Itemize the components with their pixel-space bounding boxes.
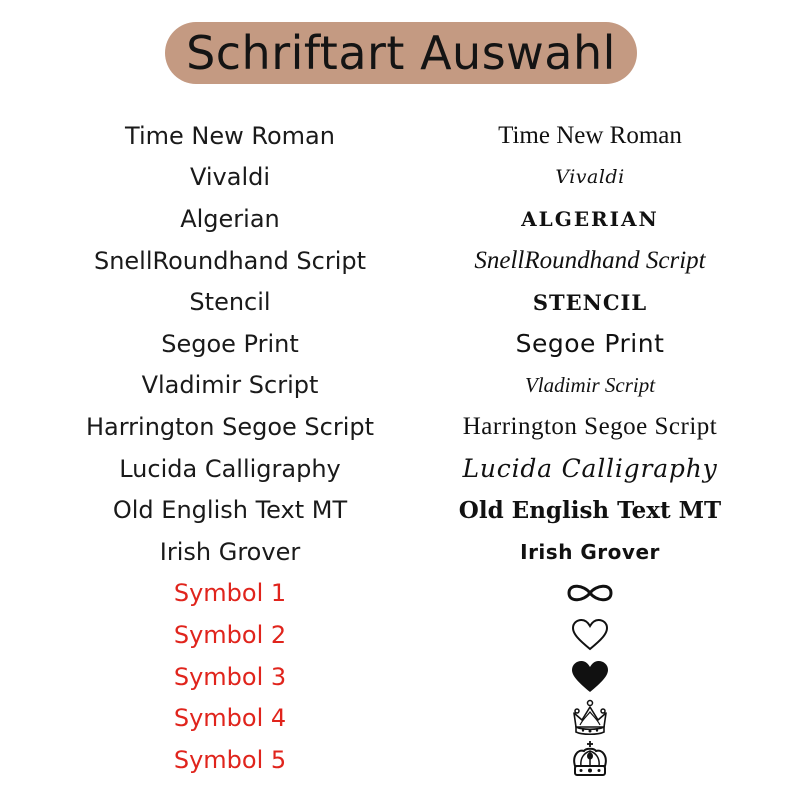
- font-sample-algerian: ALGERIAN: [521, 206, 659, 231]
- tiara-icon: [390, 697, 790, 739]
- symbol-row-1: [0, 573, 800, 615]
- font-sample-irish-grover: Irish Grover: [520, 539, 660, 564]
- symbol-label: Symbol 1: [173, 579, 287, 608]
- title-banner: [165, 22, 637, 84]
- font-row-old-english: [0, 489, 800, 531]
- font-row-stencil: [0, 281, 800, 323]
- font-name-label: Time New Roman: [125, 121, 335, 150]
- font-name-label: SnellRoundhand Script: [93, 246, 367, 275]
- symbol-row-2: [0, 614, 800, 656]
- font-name-label: Vivaldi: [189, 163, 271, 192]
- font-sample-snell: SnellRoundhand Script: [474, 246, 706, 274]
- font-name-label: Lucida Calligraphy: [119, 454, 341, 483]
- font-row-irish-grover: [0, 531, 800, 573]
- font-sample-vivaldi: Vivaldi: [555, 166, 625, 189]
- font-name-label: Irish Grover: [159, 537, 301, 566]
- infinity-icon: [390, 573, 790, 615]
- heart-filled-icon: [390, 656, 790, 698]
- symbol-label: Symbol 4: [173, 704, 287, 733]
- font-row-vivaldi: [0, 157, 800, 199]
- font-row-algerian: [0, 198, 800, 240]
- font-sample-vladimir: Vladimir Script: [524, 372, 656, 397]
- font-sample-stencil: STENCIL: [532, 289, 648, 315]
- font-row-harrington: [0, 406, 800, 448]
- font-row-segoe: [0, 323, 800, 365]
- symbol-label: Symbol 5: [173, 745, 287, 774]
- font-name-label: Harrington Segoe Script: [85, 412, 375, 441]
- font-row-lucida: [0, 448, 800, 490]
- symbol-label: Symbol 2: [173, 620, 287, 649]
- heart-outline-icon: [390, 614, 790, 656]
- font-name-label: Segoe Print: [161, 329, 299, 358]
- font-name-label: Algerian: [180, 204, 280, 233]
- page-title: Schriftart Auswahl: [186, 26, 616, 80]
- crown-icon: [390, 739, 790, 781]
- font-name-label: Stencil: [189, 288, 271, 317]
- symbol-label: Symbol 3: [173, 662, 287, 691]
- symbol-row-4: [0, 697, 800, 739]
- font-sample-harrington: Harrington Segoe Script: [462, 412, 718, 440]
- font-sample-times: Time New Roman: [498, 121, 682, 149]
- symbol-row-3: [0, 656, 800, 698]
- font-sample-segoe: Segoe Print: [515, 329, 665, 359]
- font-sample-lucida: Lucida Calligraphy: [462, 454, 718, 484]
- font-name-label: Old English Text MT: [112, 496, 348, 525]
- font-row-vladimir: [0, 365, 800, 407]
- font-sample-old-english: Old English Text MT: [458, 496, 722, 524]
- font-row-snell: [0, 240, 800, 282]
- font-row-times: [0, 115, 800, 157]
- font-name-label: Vladimir Script: [141, 371, 319, 400]
- symbol-row-5: [0, 739, 800, 781]
- font-list: [0, 115, 800, 781]
